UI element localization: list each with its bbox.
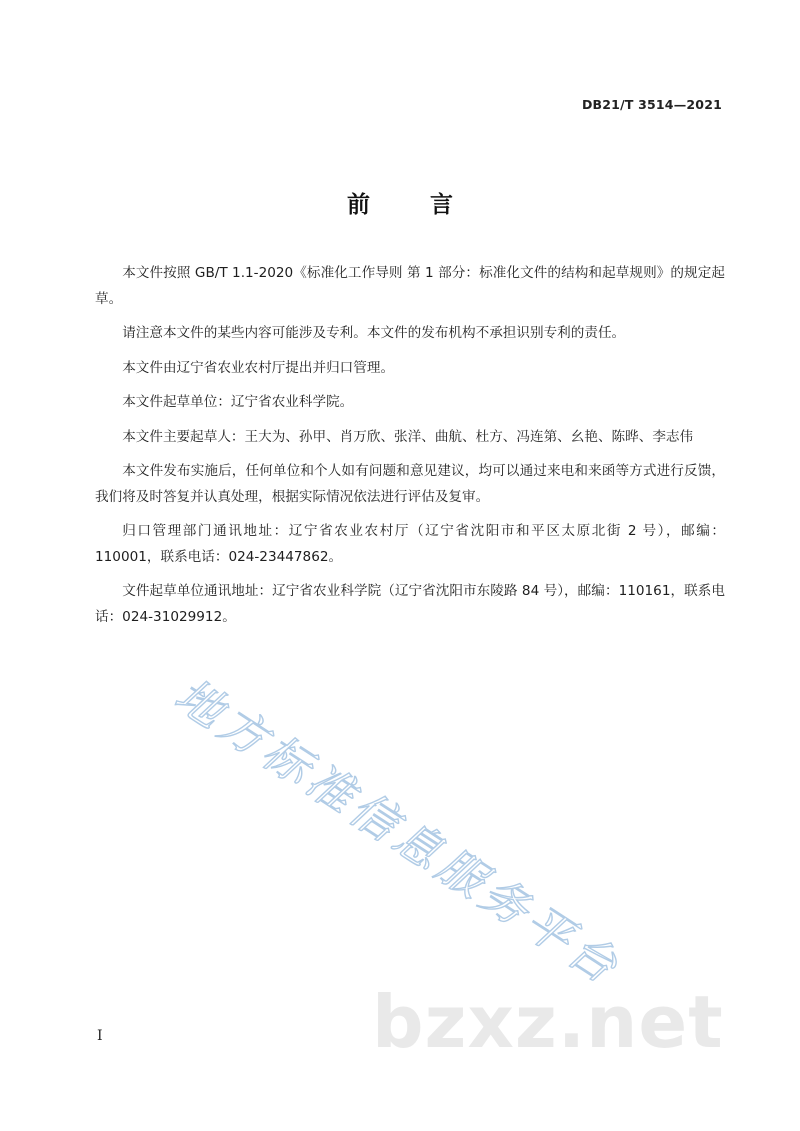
watermark-site: bzxz.net: [372, 980, 724, 1064]
paragraph-proposer: 本文件由辽宁省农业农村厅提出并归口管理。: [122, 359, 395, 376]
paragraph-admin-contact: 归口管理部门通讯地址：辽宁省农业农村厅（辽宁省沈阳市和平区太原北街 2 号），邮编：110001，联系电话：024-23447862。: [95, 523, 725, 565]
paragraph-drafter-contact: 文件起草单位通讯地址：辽宁省农业科学院（辽宁省沈阳市东陵路 84 号），邮编：110161，联系电话：024-31029912。: [95, 583, 725, 625]
paragraph-patent-notice: 请注意本文件的某些内容可能涉及专利。本文件的发布机构不承担识别专利的责任。: [122, 325, 626, 341]
watermark-platform-name: 地方标准信息服务平台: [165, 667, 632, 997]
paragraph-drafting-unit: 本文件起草单位：辽宁省农业科学院。: [122, 394, 354, 410]
page-title: 前 言: [346, 192, 479, 218]
document-code: DB21/T 3514—2021: [581, 97, 722, 112]
paragraph-drafting-rules: 本文件按照 GB/T 1.1-2020《标准化工作导则 第 1 部分：标准化文件的结构和起草规则》的规定起草。: [95, 265, 725, 307]
page-number: I: [97, 1028, 103, 1044]
paragraph-feedback: 本文件发布实施后，任何单位和个人如有问题和意见建议，均可以通过来电和来函等方式进行反馈，我们将及时答复并认真处理，根据实际情况依法进行评估及复审。: [95, 463, 725, 505]
paragraph-drafters: 本文件主要起草人：王大为、孙甲、肖万欣、张洋、曲航、杜方、冯连第、幺艳、陈晔、李志伟: [122, 428, 694, 445]
foreword-body: [95, 261, 725, 639]
